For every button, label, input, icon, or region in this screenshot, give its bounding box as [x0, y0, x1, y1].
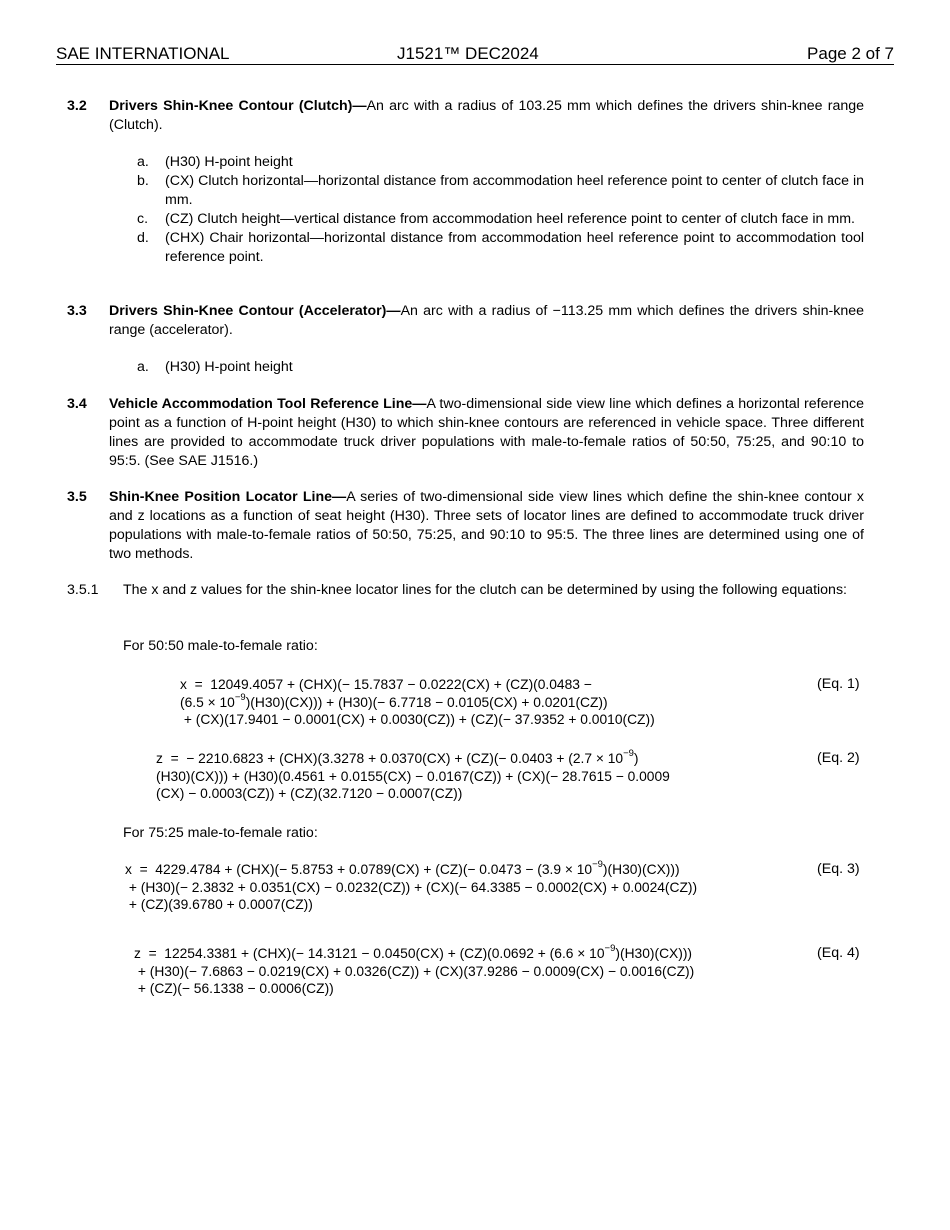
section-number: 3.5.1 — [67, 582, 99, 598]
page-header — [56, 44, 894, 65]
equation-2 — [156, 750, 670, 803]
section-text: A series of two-dimensional side view lines which define the shin-knee contour x and z locations as a function of seat height (H30). Three sets of locator lines are defined to accommodate truck driver populations with male-to-female ratios of 50:50, 75:25, and 90:10 to 95:5. The three lines are determined using one of two methods. — [109, 489, 864, 562]
section-title: Drivers Shin-Knee Contour (Clutch)— — [109, 98, 367, 114]
section-number: 3.3 — [67, 303, 87, 319]
section-text: An arc with a radius of 103.25 mm which defines the drivers shin-knee range (Clutch). — [109, 98, 865, 133]
equation-line: + (H30)(− 7.6863 − 0.0219(CX) + 0.0326(CZ)) + (CX)(37.9286 − 0.0009(CX) − 0.0016(CZ)) — [134, 963, 695, 979]
section-3-5-1 — [67, 581, 864, 600]
equation-line: $(6.5 \times 10^{-9})(H30)(CX))) + (H30)(- 6.7718 - 0.0105(CX) + 0.0201(CZ))$ — [180, 691, 608, 710]
section-3-5 — [67, 488, 864, 564]
section-text: An arc with a radius of −113.25 mm which defines the drivers shin-knee range (accelerator). — [109, 303, 864, 338]
section-title: Drivers Shin-Knee Contour (Accelerator)— — [109, 303, 401, 319]
equation-line: + (CZ)(− 56.1338 − 0.0006(CZ)) — [134, 981, 334, 996]
header-org: SAE INTERNATIONAL — [56, 44, 230, 63]
equation-1-tag: (Eq. 1) — [817, 676, 860, 692]
equation-line: (H30)(CX))) + (H30)(0.4561 + 0.0155(CX) − 0.0167(CZ)) + (CX)(− 28.7615 − 0.0009 — [156, 768, 670, 784]
section-body — [109, 97, 864, 135]
equation-1 — [180, 676, 655, 729]
equation-line: (CX) − 0.0003(CZ)) + (CZ)(32.7120 − 0.0007(CZ)) — [156, 786, 463, 801]
header-doc-id: J1521™ DEC2024 — [397, 44, 539, 63]
section-body — [109, 488, 864, 564]
equation-line: + (CZ)(39.6780 + 0.0007(CZ)) — [125, 897, 313, 912]
section-text: A two-dimensional side view line which defines a horizontal reference point as a function of H-point height (H30) to which shin-knee contours are referenced in vehicle space. Three different lines are provided to accommodate truck driver populations with male-to-female ratios of 50:50, 75:25, and 90:10 to 95:5. (See SAE J1516.) — [109, 396, 864, 469]
equation-line: x = 12049.4057 + (CHX)(− 15.7837 − 0.0222(CX) + (CZ)(0.0483 − — [180, 677, 592, 692]
section-3-3-list — [137, 358, 864, 377]
equation-line: + (H30)(− 2.3832 + 0.0351(CX) − 0.0232(CZ)) + (CX)(− 64.3385 − 0.0002(CX) + 0.0024(CZ)) — [125, 879, 698, 895]
list-item: c. (CZ) Clutch height—vertical distance from accommodation heel reference point to center of clutch face in mm. — [137, 211, 855, 227]
section-3-2 — [67, 97, 864, 135]
section-number: 3.4 — [67, 396, 87, 412]
section-number: 3.5 — [67, 489, 87, 505]
equation-line: z = − $2210.6823 + (CHX)(3.3278 + 0.0370(CX) + (CZ)(- 0.0403 + (2.7 \times 10^{-9})$ — [156, 748, 639, 766]
section-3-2-list — [137, 153, 864, 267]
equation-line: $x = 4229.4784 + (CHX)(- 5.8753 + 0.0789(CX) + (CZ)(- 0.0473 - (3.9 \times 10^{-9})(H30)(CX)))$ — [125, 859, 680, 877]
section-body — [109, 302, 864, 340]
section-title: Shin-Knee Position Locator Line— — [109, 489, 347, 505]
list-item: d. (CHX) Chair horizontal—horizontal distance from accommodation heel reference point to accommodation tool reference point. — [137, 230, 864, 265]
equation-2-tag: (Eq. 2) — [817, 750, 860, 766]
section-title: Vehicle Accommodation Tool Reference Line— — [109, 396, 427, 412]
header-page-number: Page 2 of 7 — [807, 44, 894, 63]
equation-4 — [134, 945, 694, 998]
list-item: b. (CX) Clutch horizontal—horizontal distance from accommodation heel reference point to center of clutch face in mm. — [137, 173, 864, 208]
section-text: The x and z values for the shin-knee locator lines for the clutch can be determined by using the following equations: — [123, 582, 847, 598]
section-3-3 — [67, 302, 864, 340]
ratio-75-heading: For 75:25 male-to-female ratio: — [123, 825, 318, 841]
ratio-50-heading: For 50:50 male-to-female ratio: — [123, 638, 318, 654]
list-item: a. (H30) H-point height — [137, 359, 293, 375]
equation-3 — [125, 861, 697, 914]
equation-line: $z = 12254.3381 + (CHX)(- 14.3121 - 0.0450(CX) + (CZ)(0.0692 + (6.6 \times 10^{-9})(H30)(CX)))$ — [134, 943, 693, 961]
equation-line: + (CX)(17.9401 − 0.0001(CX) + 0.0030(CZ)) + (CZ)(− 37.9352 + 0.0010(CZ)) — [180, 712, 655, 727]
equation-3-tag: (Eq. 3) — [817, 861, 860, 877]
list-item: a. (H30) H-point height — [137, 154, 293, 170]
section-body — [109, 395, 864, 471]
section-number: 3.2 — [67, 98, 87, 114]
equation-4-tag: (Eq. 4) — [817, 945, 860, 961]
section-3-4 — [67, 395, 864, 471]
